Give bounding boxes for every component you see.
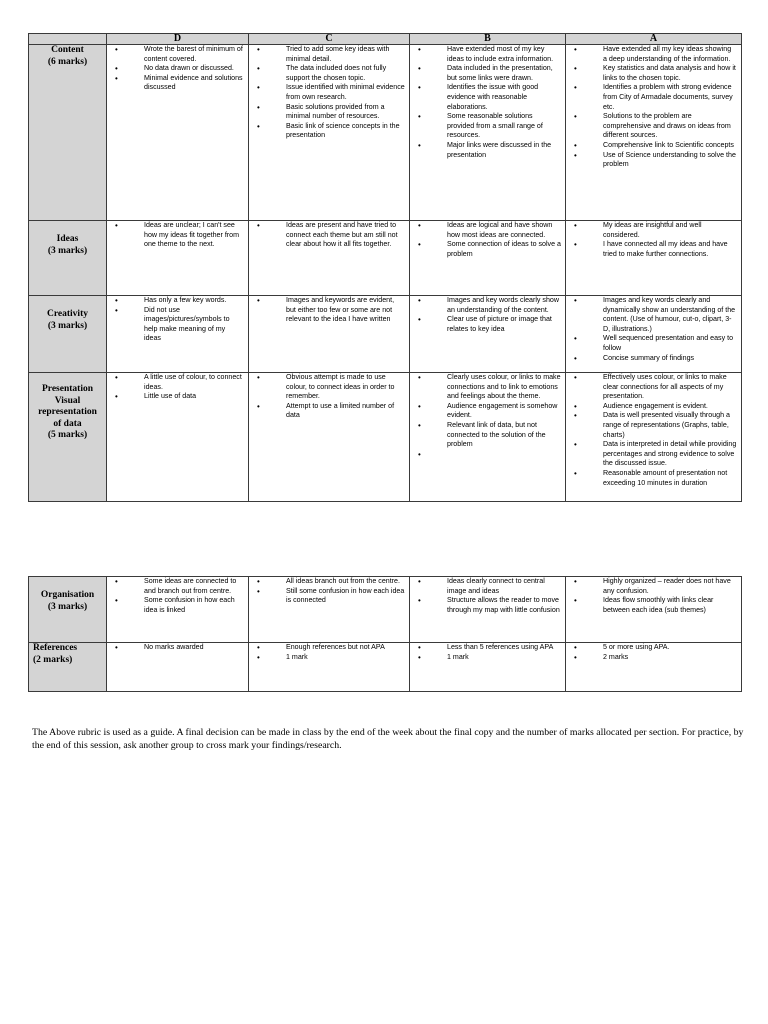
- descriptor-list: [107, 45, 248, 93]
- descriptor-list: [249, 643, 409, 662]
- descriptor-item: • Tried to add some key ideas with minimal detail.: [249, 45, 409, 64]
- descriptor-item: • Enough references but not APA: [249, 643, 409, 653]
- descriptor-item: • Little use of data: [107, 392, 248, 402]
- descriptor-list: [249, 296, 409, 325]
- criterion-creativity: [29, 296, 107, 373]
- criterion-line: (3 marks): [47, 601, 88, 612]
- descriptor-item: • Wrote the barest of minimum of content covered.: [107, 45, 248, 64]
- criterion-line: (6 marks): [47, 56, 88, 67]
- descriptor-item: • Images and keywords are evident, but either too few or some are not relevant to the idea I have written: [249, 296, 409, 325]
- descriptor-item: • Highly organized – reader does not have any confusion.: [566, 577, 741, 596]
- descriptor-list: [107, 643, 248, 653]
- descriptor-item: • Clearly uses colour, or links to make connections and to link to emotions and feelings about the theme.: [410, 373, 565, 402]
- criterion-line: (2 marks): [33, 654, 73, 665]
- descriptor-item: • Reasonable amount of presentation not exceeding 10 minutes in duration: [566, 469, 741, 488]
- rubric-row-references: [29, 643, 742, 692]
- descriptor-item: • Clear use of picture or image that relates to key idea: [410, 315, 565, 334]
- criterion-ideas: [29, 221, 107, 296]
- descriptor-item: • Issue identified with minimal evidence from own research.: [249, 83, 409, 102]
- descriptor-list: [410, 643, 565, 662]
- grade-header-row: [29, 34, 742, 45]
- descriptor-item: • I have connected all my ideas and have tried to make further connections.: [566, 240, 741, 259]
- cell-grade-a: [566, 221, 742, 296]
- cell-grade-d: [107, 373, 249, 502]
- criterion-organisation: [29, 577, 107, 643]
- criterion-line: Creativity: [47, 309, 88, 319]
- descriptor-item: • Some ideas are connected to and branch out from centre.: [107, 577, 248, 596]
- descriptor-item: • Ideas clearly connect to central image and ideas: [410, 577, 565, 596]
- descriptor-list: [566, 45, 741, 170]
- cell-grade-c: [249, 373, 410, 502]
- rubric-row-creativity: [29, 296, 742, 373]
- descriptor-item: • Ideas are unclear; I can't see how my ideas fit together from one theme to the next.: [107, 221, 248, 250]
- descriptor-list: [410, 221, 565, 259]
- descriptor-item: • Attempt to use a limited number of data: [249, 402, 409, 421]
- criterion-line: Presentation: [41, 384, 93, 394]
- descriptor-item: • The data included does not fully support the chosen topic.: [249, 64, 409, 83]
- cell-grade-b: [410, 373, 566, 502]
- cell-grade-c: [249, 577, 410, 643]
- criterion-presentation: [29, 373, 107, 502]
- criterion-line: Ideas: [56, 234, 79, 244]
- descriptor-list: [107, 373, 248, 402]
- descriptor-item: • Major links were discussed in the presentation: [410, 141, 565, 160]
- criterion-line: Content: [51, 45, 84, 55]
- cell-grade-c: [249, 296, 410, 373]
- descriptor-item: • Basic link of science concepts in the presentation: [249, 122, 409, 141]
- criterion-line: References: [33, 643, 78, 653]
- cell-grade-b: [410, 296, 566, 373]
- cell-grade-a: [566, 577, 742, 643]
- descriptor-item: • Audience engagement is somehow evident.: [410, 402, 565, 421]
- descriptor-list: [410, 373, 565, 459]
- descriptor-list: [566, 296, 741, 363]
- descriptor-list: [107, 296, 248, 344]
- cell-grade-c: [249, 45, 410, 221]
- descriptor-item: • Concise summary of findings: [566, 354, 741, 364]
- descriptor-item: • A little use of colour, to connect ideas.: [107, 373, 248, 392]
- descriptor-list: [566, 221, 741, 259]
- cell-grade-d: [107, 221, 249, 296]
- descriptor-item: • Comprehensive link to Scientific concepts: [566, 141, 741, 151]
- descriptor-item: • Have extended all my key ideas showing a deep understanding of the information.: [566, 45, 741, 64]
- descriptor-list: [107, 221, 248, 250]
- cell-grade-b: [410, 221, 566, 296]
- criterion-line: Organisation: [40, 590, 95, 600]
- descriptor-item: • 5 or more using APA.: [566, 643, 741, 653]
- cell-grade-a: [566, 45, 742, 221]
- descriptor-item: • Some reasonable solutions provided from a small range of resources.: [410, 112, 565, 141]
- descriptor-item: • Some connection of ideas to solve a problem: [410, 240, 565, 259]
- descriptor-item: • Has only a few key words.: [107, 296, 248, 306]
- rubric-row-content: [29, 45, 742, 221]
- cell-grade-a: [566, 296, 742, 373]
- cell-grade-c: [249, 221, 410, 296]
- descriptor-list: [566, 373, 741, 488]
- cell-grade-b: [410, 577, 566, 643]
- rubric-row-organisation: [29, 577, 742, 643]
- descriptor-item: • 2 marks: [566, 653, 741, 663]
- descriptor-item: • Data included in the presentation, but some links were drawn.: [410, 64, 565, 83]
- header-grade-d: D: [107, 34, 249, 45]
- descriptor-item: • Did not use images/pictures/symbols to help make meaning of my ideas: [107, 306, 248, 344]
- criterion-line: (5 marks): [47, 430, 88, 440]
- descriptor-item: • Still some confusion in how each idea is connected: [249, 587, 409, 606]
- descriptor-item: • No marks awarded: [107, 643, 248, 653]
- rubric-table-continued: [28, 576, 742, 692]
- descriptor-item: • Obvious attempt is made to use colour, to connect ideas in order to remember.: [249, 373, 409, 402]
- cell-grade-d: [107, 45, 249, 221]
- cell-grade-a: [566, 643, 742, 692]
- descriptor-item: • Relevant link of data, but not connected to the solution of the problem: [410, 421, 565, 450]
- descriptor-item: • Images and key words clearly show an understanding of the content.: [410, 296, 565, 315]
- descriptor-item: • Some confusion in how each idea is linked: [107, 596, 248, 615]
- header-grade-b: B: [410, 34, 566, 45]
- descriptor-list: [566, 643, 741, 662]
- cell-grade-b: [410, 45, 566, 221]
- criterion-line: (3 marks): [47, 320, 88, 331]
- descriptor-item: • Audience engagement is evident.: [566, 402, 741, 412]
- descriptor-item: • Effectively uses colour, or links to make clear connections for all aspects of my presentation.: [566, 373, 741, 402]
- descriptor-item: • Ideas are logical and have shown how most ideas are connected.: [410, 221, 565, 240]
- descriptor-list: [410, 296, 565, 334]
- criterion-line: Visual: [54, 395, 81, 406]
- descriptor-item: • Key statistics and data analysis and how it links to the chosen topic.: [566, 64, 741, 83]
- descriptor-item: • 1 mark: [410, 653, 565, 663]
- descriptor-item: • Well sequenced presentation and easy to follow: [566, 334, 741, 353]
- descriptor-list: [107, 577, 248, 615]
- descriptor-item: • My ideas are insightful and well considered.: [566, 221, 741, 240]
- descriptor-list: [249, 45, 409, 141]
- descriptor-list: [249, 221, 409, 250]
- descriptor-item: • Basic solutions provided from a minimal number of resources.: [249, 103, 409, 122]
- descriptor-item: • 1 mark: [249, 653, 409, 663]
- descriptor-item: • Use of Science understanding to solve the problem: [566, 151, 741, 170]
- cell-grade-c: [249, 643, 410, 692]
- descriptor-item: [410, 450, 565, 460]
- header-grade-a: A: [566, 34, 742, 45]
- descriptor-list: [249, 577, 409, 606]
- descriptor-list: [410, 45, 565, 160]
- cell-grade-d: [107, 296, 249, 373]
- cell-grade-a: [566, 373, 742, 502]
- descriptor-item: • Ideas flow smoothly with links clear between each idea (sub themes): [566, 596, 741, 615]
- descriptor-item: • Structure allows the reader to move through my map with little confusion: [410, 596, 565, 615]
- rubric-row-presentation: [29, 373, 742, 502]
- rubric-note: The Above rubric is used as a guide. A final decision can be made in class by the end of the week about the final copy and the number of marks allocated per section. For practice, by the end of this session, ask another group to cross mark your findings/research.: [32, 726, 744, 751]
- descriptor-list: [410, 577, 565, 615]
- descriptor-item: • No data drawn or discussed.: [107, 64, 248, 74]
- criterion-line: (3 marks): [47, 245, 88, 256]
- descriptor-item: • Data is well presented visually through a range of representations (Graphs, table, charts): [566, 411, 741, 440]
- descriptor-item: • Less than 5 references using APA: [410, 643, 565, 653]
- criterion-line: of data: [53, 418, 82, 429]
- descriptor-item: • Ideas are present and have tried to connect each theme but am still not clear about how it all fits together.: [249, 221, 409, 250]
- descriptor-item: • All ideas branch out from the centre.: [249, 577, 409, 587]
- criterion-references: [29, 643, 107, 692]
- header-blank: [29, 34, 107, 45]
- descriptor-item: • Solutions to the problem are comprehensive and draws on ideas from different sources.: [566, 112, 741, 141]
- descriptor-list: [249, 373, 409, 421]
- cell-grade-d: [107, 577, 249, 643]
- criterion-content: [29, 45, 107, 221]
- rubric-table: [28, 33, 742, 502]
- descriptor-item: • Data is interpreted in detail while providing percentages and strong evidence to solve the discussed issue.: [566, 440, 741, 469]
- criterion-line: representation: [38, 407, 97, 417]
- descriptor-item: • Identifies the issue with good evidence with reasonable elaborations.: [410, 83, 565, 112]
- descriptor-item: • Images and key words clearly and dynamically show an understanding of the content. (Use of humour, cut-o, clipart, 3-D, illustrations.): [566, 296, 741, 334]
- descriptor-item: • Identifies a problem with strong evidence from City of Armadale documents, survey etc.: [566, 83, 741, 112]
- header-grade-c: C: [249, 34, 410, 45]
- cell-grade-b: [410, 643, 566, 692]
- descriptor-item: • Minimal evidence and solutions discussed: [107, 74, 248, 93]
- cell-grade-d: [107, 643, 249, 692]
- descriptor-item: • Have extended most of my key ideas to include extra information.: [410, 45, 565, 64]
- rubric-row-ideas: [29, 221, 742, 296]
- descriptor-list: [566, 577, 741, 615]
